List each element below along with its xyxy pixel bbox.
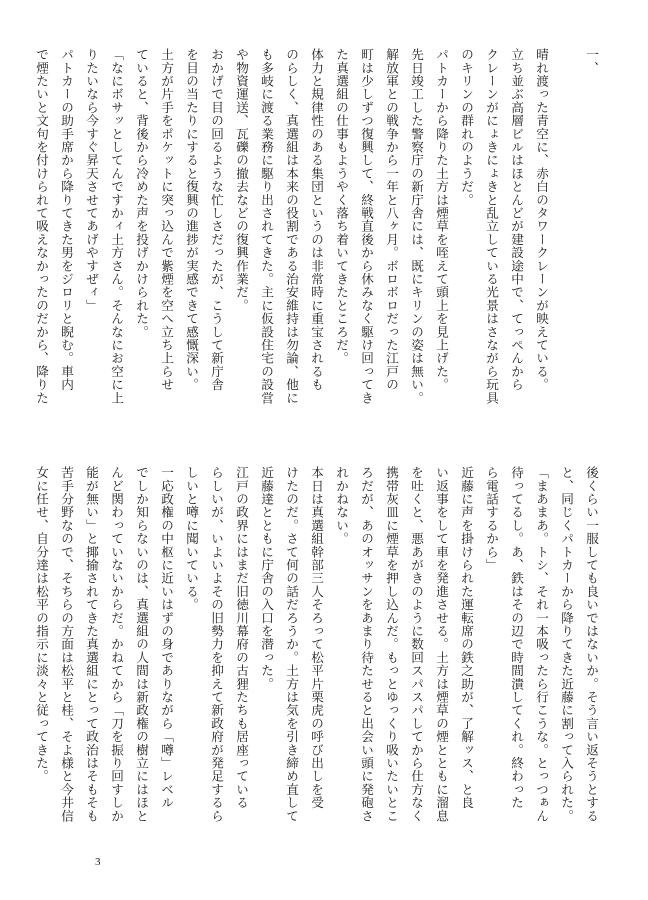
text-line: ら電話するから」 xyxy=(484,466,499,572)
text-line: 一応政権の中枢に近いはずの身でありながら「噂」レベル xyxy=(159,466,174,810)
text-line: けたのだ。さて何の話だろうか。土方は気を引き締め直して xyxy=(284,466,299,823)
text-line xyxy=(554,48,579,436)
text-line: 江戸の政界にはまだ旧徳川幕府の古狸たちも居座っている xyxy=(234,466,249,810)
text-line: 一、 xyxy=(584,48,599,75)
text-line: を吐くと、悪あがきのように数回スパスパしてから仕方なく xyxy=(409,466,424,823)
lower-text-block xyxy=(29,466,604,862)
text-line: クレーンがにょきにょきと乱立している光景はさながら玩具 xyxy=(484,48,499,405)
text-line: 立ち並ぶ高層ビルはほとんどが建設途中で、てっぺんから xyxy=(509,48,524,392)
text-line: んど関わっていないからだ。かねてから「刀を振り回すしか xyxy=(109,466,124,823)
text-line: 「なにボサッとしてんですかィ土方さん。そんなにお空に上 xyxy=(109,48,124,405)
text-line: 先日竣工した警察庁の新庁舎には、既にキリンの姿は無い。 xyxy=(409,48,424,405)
text-line: い返事をして車を発進させる。土方は煙草の煙とともに溜息 xyxy=(434,466,449,823)
text-line: れかねない。 xyxy=(334,466,349,546)
text-line: のキリンの群れのようだ。 xyxy=(459,48,474,207)
text-line: と、同じくパトカーから降りてきた近藤に割って入られた。 xyxy=(559,466,574,823)
text-line: おかげで目の回るような忙しさだったが、こうして新庁舎 xyxy=(209,48,224,392)
text-line: 土方が片手をポケットに突っ込んで紫煙を空へ立ち上らせ xyxy=(159,48,174,392)
text-line: 町は少しずつ復興して、終戦直後から休みなく駆け回ってき xyxy=(359,48,374,405)
text-line: 女に任せ、自分達は松平の指示に淡々と従ってきた。 xyxy=(34,466,49,783)
text-line: ていると、背後から冷めた声を投げかけられた。 xyxy=(134,48,149,339)
text-line: た真選組の仕事もようやく落ち着いてきたところだ。 xyxy=(334,48,349,365)
text-line: 本日は真選組幹部三人そろって松平片栗虎の呼び出しを受 xyxy=(309,466,324,810)
text-line: らしいが、いよいよその旧勢力を抑えて新政府が発足するら xyxy=(209,466,224,823)
text-line: や物資運送、瓦礫の撤去などの復興作業だ。 xyxy=(234,48,249,312)
text-line: 解放軍との戦争から一年と八ヶ月。ボロボロだった江戸の xyxy=(384,48,399,392)
text-line: りたいなら今すぐ昇天させてあげやすぜィ」 xyxy=(84,48,99,312)
text-line: でしか知らないのは、真選組の人間は新政権の樹立にはほと xyxy=(134,466,149,823)
page-number: 3 xyxy=(95,856,101,868)
text-line: 晴れ渡った青空に、赤白のタワークレーンが映えている。 xyxy=(534,48,549,392)
upper-text-block xyxy=(29,48,604,436)
text-line: を目の当たりにすると復興の進捗が実感できて感慨深い。 xyxy=(184,48,199,392)
text-line: 能が無い」と揶揄されてきた真選組にとって政治はそもそも xyxy=(84,466,99,823)
text-line: のらしく、真選組は本来の役割である治安維持は勿論、他に xyxy=(284,48,299,405)
text-line: 近藤達とともに庁舎の入口を潜った。 xyxy=(259,466,274,691)
text-line: 待ってるし。あ、鉄はその辺で時間潰してくれ。終わった xyxy=(509,466,524,810)
text-line: 「まあまあ。トシ、それ一本吸ったら行こうな。とっつぁん xyxy=(534,466,549,823)
text-line: 体力と規律性のある集団というのは非常時に重宝されるも xyxy=(309,48,324,392)
text-line: 後くらい一服しても良いではないか。そう言い返そうとする xyxy=(584,466,599,823)
text-line: しいと噂に聞いている。 xyxy=(184,466,199,612)
text-line: パトカーの助手席から降りてきた男をジロリと睨む。車内 xyxy=(59,48,74,392)
text-line: 苦手分野なので、そちらの方面は松平と桂、そよ様と今井信 xyxy=(59,466,74,823)
text-line: 近藤に声を掛けられた運転席の鉄之助が、了解ッス、と良 xyxy=(459,466,474,810)
text-line: で煙たいと文句を付けられて吸えなかったのだから、降りた xyxy=(34,48,49,405)
text-line: も多岐に渡る業務に駆り出されてきた。主に仮設住宅の設営 xyxy=(259,48,274,405)
text-line: ろだが、あのオッサンをあまり待たせると出会い頭に発砲さ xyxy=(359,466,374,823)
text-line: パトカーから降りた土方は煙草を咥えて頭上を見上げた。 xyxy=(434,48,449,392)
text-line: 携帯灰皿に煙草を押し込んだ。もっとゆっくり吸いたいとこ xyxy=(384,466,399,823)
